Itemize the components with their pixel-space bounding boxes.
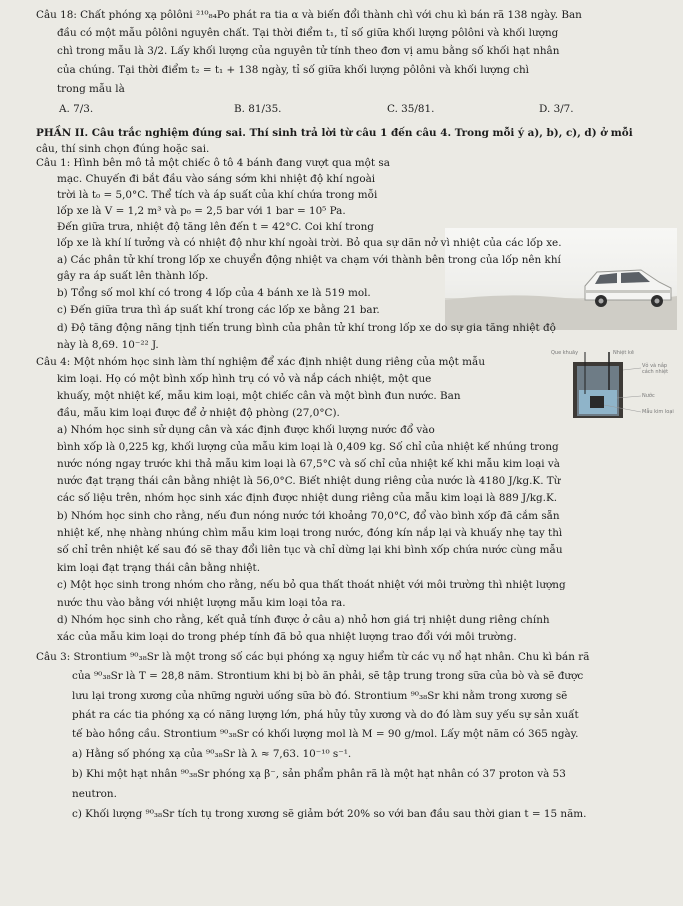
q4-line-3: khuấy, một nhiệt kế, mẫu kim loại, một chiếc cân và một bình đun nước. Ban bbox=[57, 390, 461, 402]
q18-option-a: A. 7/3. bbox=[59, 103, 94, 115]
q3-statement-c: c) Khối lượng ⁹⁰₃₈Sr tích tụ trong xương sẽ giảm bớt 20% so với ban đầu sau thời gian t = 15 năm. bbox=[72, 808, 587, 820]
q1-statement-a-2: gây ra áp suất lên thành lốp. bbox=[57, 270, 209, 282]
q1-statement-d-2: này là 8,69. 10⁻²² J. bbox=[57, 339, 159, 351]
q4-statement-a-5: các số liệu trên, nhóm học sinh xác định được nhiệt dung riêng của mẫu kim loại là 889 J/kg.K. bbox=[57, 492, 558, 504]
q4-line-1: Câu 4: Một nhóm học sinh làm thí nghiệm để xác định nhiệt dung riêng của một mẫu bbox=[36, 356, 486, 368]
q4-statement-b-2: nhiệt kế, nhẹ nhàng nhúng chìm mẫu kim loại trong nước, đóng kín nắp lại và khuấy nhẹ tay thì bbox=[57, 527, 563, 539]
part2-heading-cont: câu, thí sinh chọn đúng hoặc sai. bbox=[36, 143, 210, 155]
q18-line-3: chì trong mẫu là 3/2. Lấy khối lượng của nguyên tử tính theo đơn vị amu bằng số khối hạt nhân bbox=[57, 45, 560, 57]
q3-line-2: của ⁹⁰₃₈Sr là T = 28,8 năm. Strontium khi bị bò ăn phải, sẽ tập trung trong sữa của bò và sẽ được bbox=[72, 670, 584, 682]
q1-statement-c: c) Đến giữa trưa thì áp suất khí trong các lốp xe bằng 21 bar. bbox=[57, 304, 380, 316]
q1-line-4: lốp xe là V = 1,2 m³ và p₀ = 2,5 bar với 1 bar = 10⁵ Pa. bbox=[57, 205, 346, 217]
q1-line-6: lốp xe là khí lí tưởng và có nhiệt độ như khí ngoài trời. Bỏ qua sự dãn nở vì nhiệt của các lốp xe. bbox=[57, 237, 562, 249]
label-thermometer: Nhiệt kế bbox=[613, 350, 634, 356]
q1-line-5: Đến giữa trưa, nhiệt độ tăng lên đến t = 42°C. Coi khí trong bbox=[57, 221, 374, 233]
q3-line-4: phát ra các tia phóng xạ có năng lượng lớn, phá hủy tủy xương và do đó làm suy yếu sự sản xuất bbox=[72, 709, 579, 721]
q1-statement-b: b) Tổng số mol khí có trong 4 lốp của 4 bánh xe là 519 mol. bbox=[57, 287, 371, 299]
label-stirrer: Que khuấy bbox=[551, 350, 579, 356]
q1-statement-d-1: d) Độ tăng động năng tịnh tiến trung bình của phân tử khí trong lốp xe do sự gia tăng nhiệt độ bbox=[57, 322, 556, 334]
label-metal-sample: Mẫu kim loại bbox=[642, 409, 674, 415]
q4-statement-b-1: b) Nhóm học sinh cho rằng, nếu đun nóng nước tới khoảng 70,0°C, đổ vào bình xốp đã cắm sẵn bbox=[57, 510, 560, 522]
q1-statement-a-1: a) Các phân tử khí trong lốp xe chuyển động nhiệt va chạm với thành bên trong của lốp nên khí bbox=[57, 254, 561, 266]
label-insulated-shell: Vỏ và nắp cách nhiệt bbox=[642, 363, 669, 375]
q3-line-5: tế bào hồng cầu. Strontium ⁹⁰₃₈Sr có khối lượng mol là M = 90 g/mol. Lấy một năm có 365 ngày. bbox=[72, 728, 579, 740]
q4-statement-a-3: nước nóng ngay trước khi thả mẫu kim loại là 67,5°C và số chỉ của nhiệt kế khi mẫu kim loại và bbox=[57, 458, 560, 470]
q18-line-5: trong mẫu là bbox=[57, 83, 125, 95]
q4-statement-d-2: xác của mẫu kim loại do trong phép tính đã bỏ qua nhiệt lượng trao đổi với môi trường. bbox=[57, 631, 517, 643]
q3-line-1: Câu 3: Strontium ⁹⁰₃₈Sr là một trong số các bụi phóng xạ nguy hiểm từ các vụ nổ hạt nhân. Chu kì bán rã bbox=[36, 651, 590, 663]
q4-statement-a-4: nước đạt trạng thái cân bằng nhiệt là 56,0°C. Biết nhiệt dung riêng của nước là 4180 J/kg.K. Từ bbox=[57, 475, 561, 487]
q1-line-1: Câu 1: Hình bên mô tả một chiếc ô tô 4 bánh đang vượt qua một sa bbox=[36, 157, 390, 169]
q4-statement-b-3: số chỉ trên nhiệt kế sau đó sẽ thay đổi liên tục và chỉ dừng lại khi bình xốp chứa nước cùng mẫu bbox=[57, 544, 563, 556]
q3-statement-a: a) Hằng số phóng xạ của ⁹⁰₃₈Sr là λ ≈ 7,63. 10⁻¹⁰ s⁻¹. bbox=[72, 748, 352, 760]
q4-statement-d-1: d) Nhóm học sinh cho rằng, kết quả tính được ở câu a) nhỏ hơn giá trị nhiệt dung riêng chính bbox=[57, 614, 550, 626]
q1-line-3: trời là t₀ = 5,0°C. Thể tích và áp suất của khí chứa trong mỗi bbox=[57, 189, 378, 201]
q4-statement-a-1: a) Nhóm học sinh sử dụng cân và xác định được khối lượng nước đổ vào bbox=[57, 424, 435, 436]
q4-statement-a-2: bình xốp là 0,225 kg, khối lượng của mẫu kim loại là 0,409 kg. Số chỉ của nhiệt kế nhúng trong bbox=[57, 441, 559, 453]
q18-line-4: của chúng. Tại thời điểm t₂ = t₁ + 138 ngày, tỉ số giữa khối lượng pôlôni và khối lượng chì bbox=[57, 64, 530, 76]
q3-statement-b-1: b) Khi một hạt nhân ⁹⁰₃₈Sr phóng xạ β⁻, sản phẩm phân rã là một hạt nhân có 37 proton và 53 bbox=[72, 768, 566, 780]
q1-line-2: mạc. Chuyến đi bắt đầu vào sáng sớm khi nhiệt độ khí ngoài bbox=[57, 173, 376, 185]
q3-statement-b-2: neutron. bbox=[72, 788, 117, 800]
q18-line-2: đầu có một mẫu pôlôni nguyên chất. Tại thời điểm t₁, tỉ số giữa khối lượng pôlôni và khối lượng bbox=[57, 27, 559, 39]
q4-statement-c-2: nước thu vào bằng với nhiệt lượng mẫu kim loại tỏa ra. bbox=[57, 597, 346, 609]
part2-heading: PHẦN II. Câu trắc nghiệm đúng sai. Thí sinh trả lời từ câu 1 đến câu 4. Trong mỗi ý a), b), c), d) ở mỗi bbox=[36, 127, 633, 139]
calorimeter-diagram bbox=[543, 350, 679, 420]
label-water: Nước bbox=[642, 393, 655, 399]
q18-line-1: Câu 18: Chất phóng xạ pôlôni ²¹⁰₈₄Po phát ra tia α và biến đổi thành chì với chu kì bán rã 138 ngày. Ban bbox=[36, 9, 582, 21]
q4-statement-b-4: kim loại đạt trạng thái cân bằng nhiệt. bbox=[57, 562, 261, 574]
q4-line-4: đầu, mẫu kim loại được để ở nhiệt độ phòng (27,0°C). bbox=[57, 407, 340, 419]
q18-option-c: C. 35/81. bbox=[387, 103, 435, 115]
q3-line-3: lưu lại trong xương của những người uống sữa bò đó. Strontium ⁹⁰₃₈Sr khi nằm trong xương sẽ bbox=[72, 690, 568, 702]
q18-option-d: D. 3/7. bbox=[539, 103, 574, 115]
q4-statement-c-1: c) Một học sinh trong nhóm cho rằng, nếu bỏ qua thất thoát nhiệt với môi trường thì nhiệt lượng bbox=[57, 579, 566, 591]
q18-option-b: B. 81/35. bbox=[234, 103, 282, 115]
q4-line-2: kim loại. Họ có một bình xốp hình trụ có vỏ và nắp cách nhiệt, một que bbox=[57, 373, 432, 385]
